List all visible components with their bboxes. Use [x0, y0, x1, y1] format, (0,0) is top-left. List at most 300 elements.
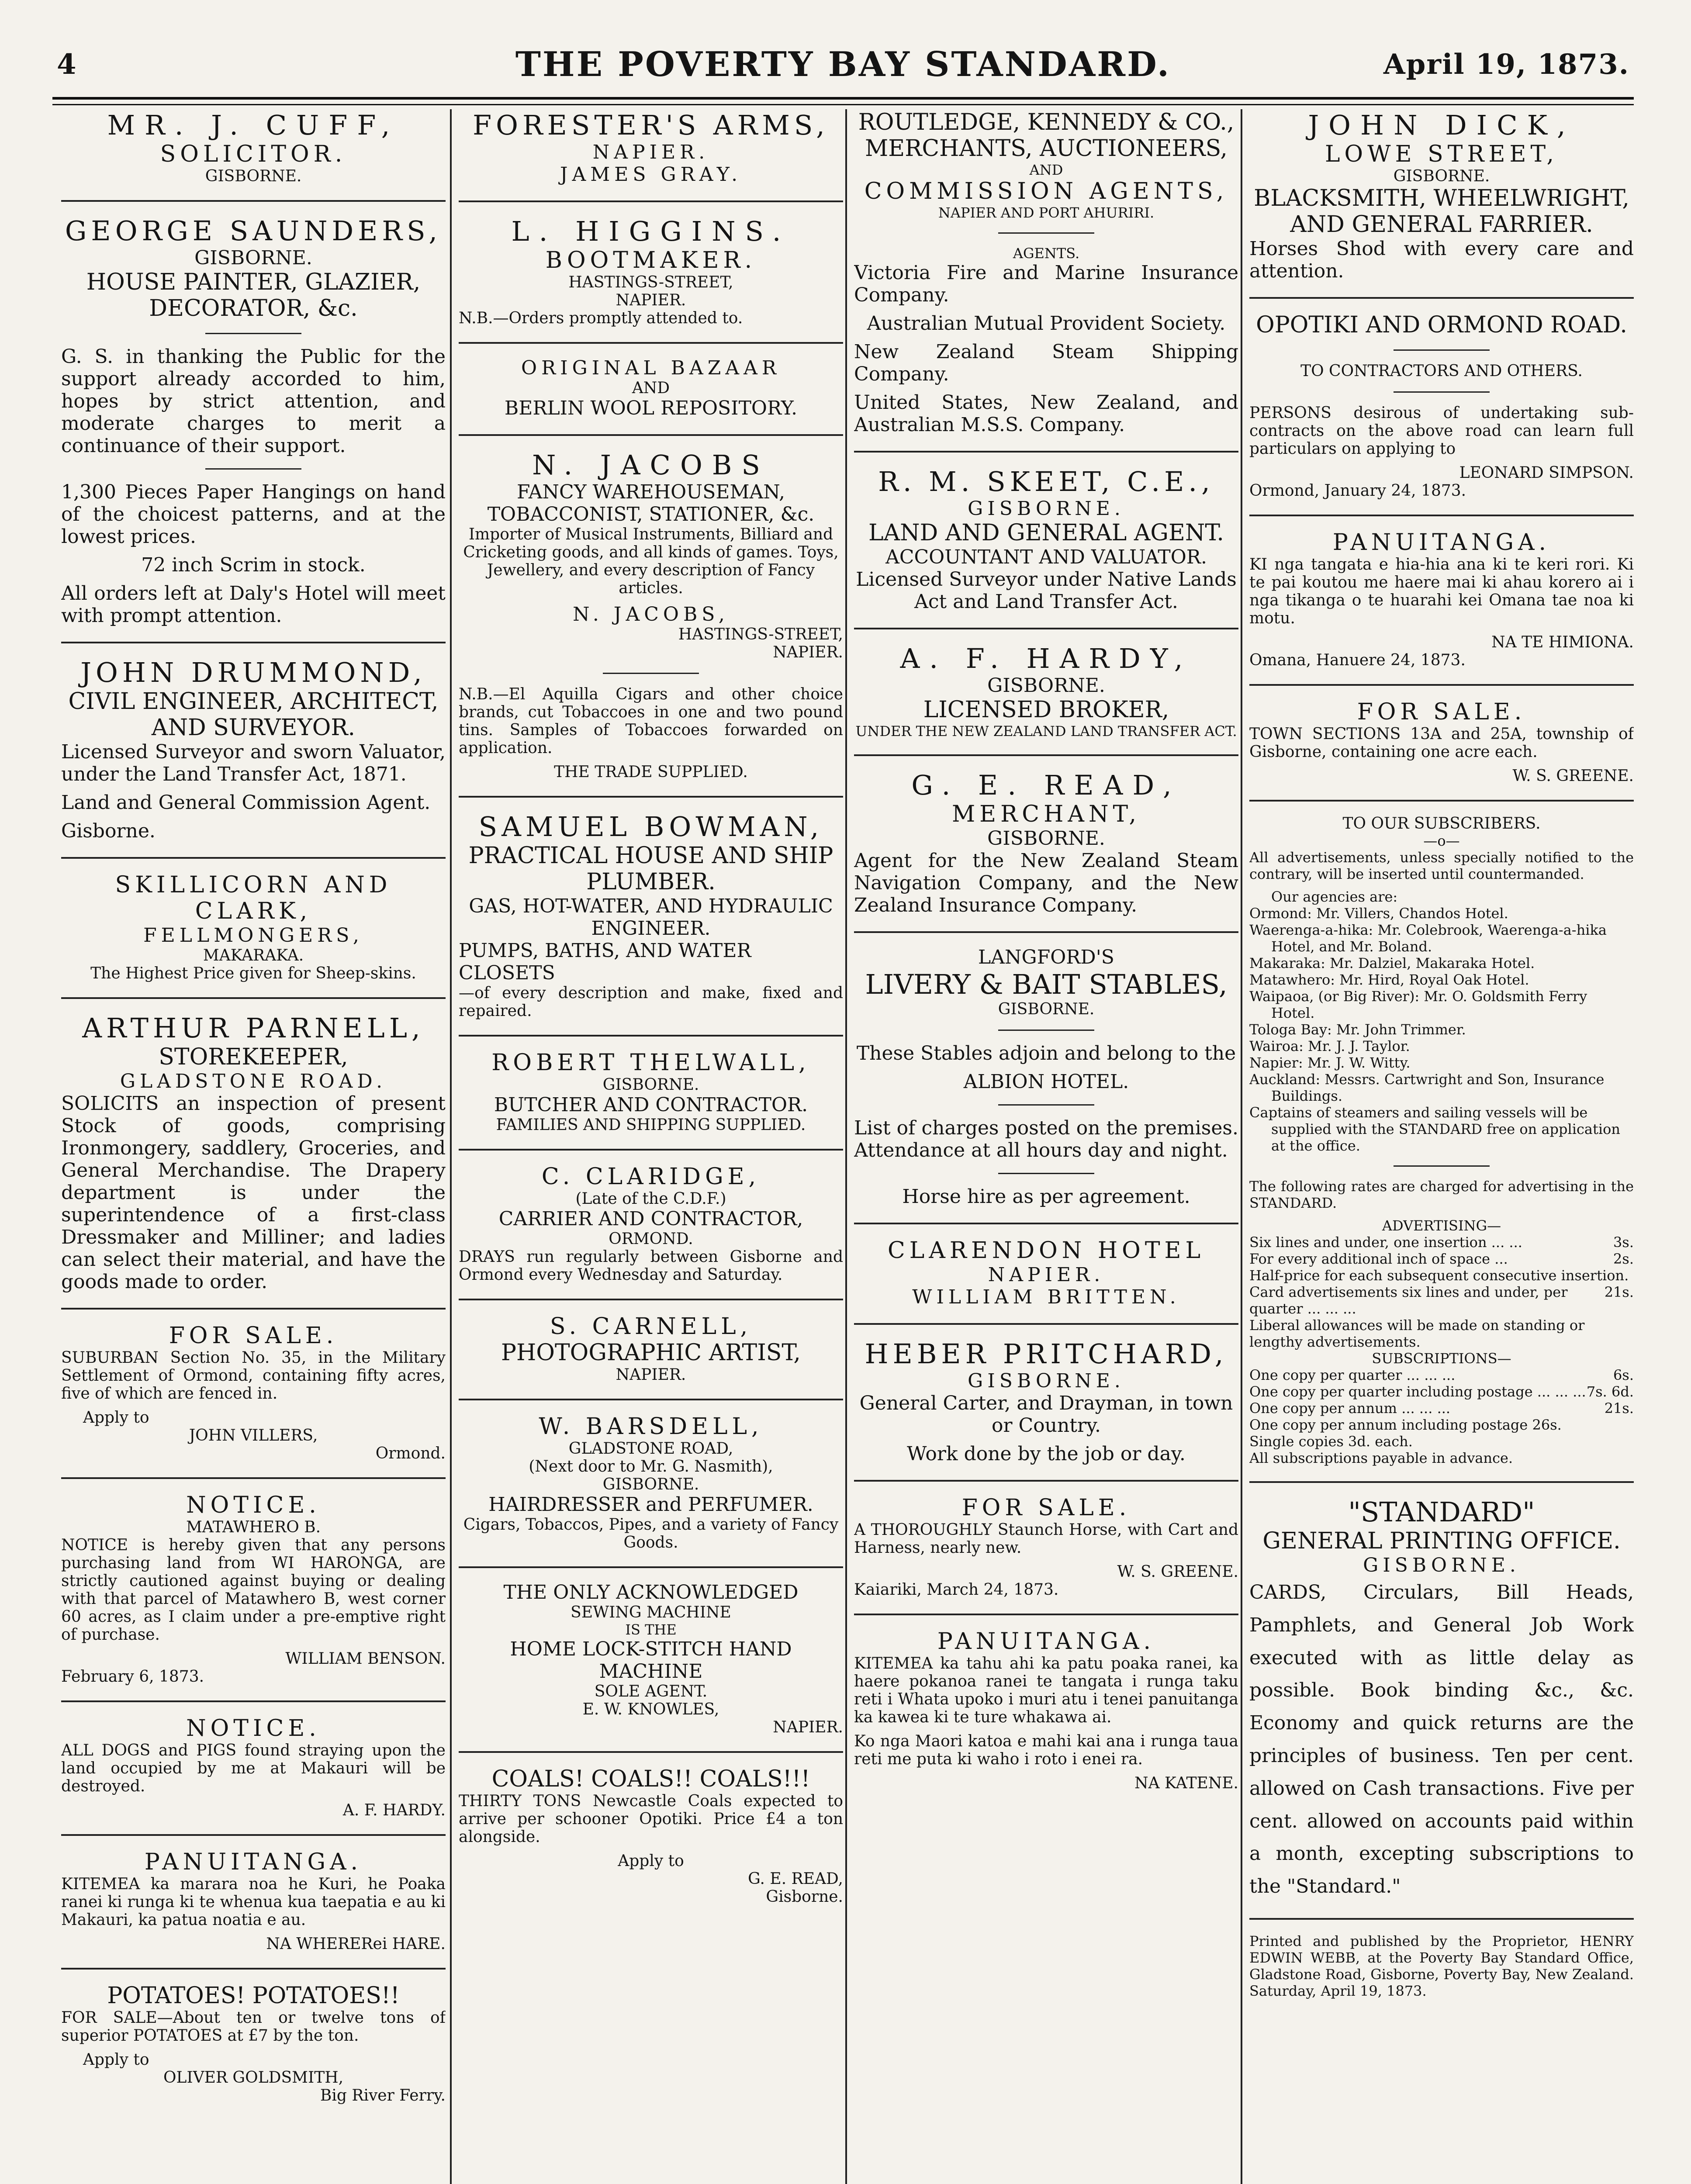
ad-parnell [61, 1012, 446, 1293]
ad-body: Importer of Musical Instruments, Billiard and Cricketing goods, and all kinds of games. Toys, Jewellery, and every description of Fancy articles. [463, 525, 839, 597]
ad-subtitle: PHOTOGRAPHIC ARTIST, [501, 1340, 801, 1366]
ad-body: TOWN SECTIONS 13A and 25A, township of Gisborne, containing one acre each. [1249, 725, 1634, 761]
agency-item: Captains of steamers and sailing vessels will be supplied with the STANDARD free on application at the office. [1249, 1104, 1620, 1154]
ad-place: GISBORNE. [194, 247, 312, 269]
ad-subtitle: BUTCHER AND CONTRACTOR. [494, 1094, 808, 1116]
divider [459, 1751, 843, 1753]
subscribers-notice [1249, 815, 1634, 1466]
rate-value: 2s. [1613, 1251, 1634, 1267]
ad-signature: N. JACOBS, [573, 603, 729, 625]
divider [459, 796, 843, 798]
ad-clarendon [854, 1237, 1238, 1308]
divider [459, 1566, 843, 1568]
ad-title: BERLIN WOOL REPOSITORY. [504, 397, 798, 419]
divider [1394, 349, 1490, 351]
ad-body: FAMILIES AND SHIPPING SUPPLIED. [496, 1116, 806, 1134]
ad-title: AND [632, 379, 670, 397]
ad-place: GISBORNE. [968, 498, 1125, 520]
agency-item: Waerenga-a-hika: Mr. Colebrook, Waerenga-a-hika Hotel, and Mr. Boland. [1249, 922, 1607, 955]
divider [854, 1323, 1238, 1325]
ad-body: Cigars, Tobaccos, Pipes, and a variety of Fancy Goods. [463, 1516, 839, 1552]
rate-row [1249, 1234, 1634, 1251]
ad-place: NAPIER. [988, 1264, 1105, 1286]
ad-place: GISBORNE. [602, 1076, 699, 1094]
ad-body: KI nga tangata e hia-hia ana ki te keri rori. Ki te pai koutou me haere mai ki ahau korero ai i nga tikanga o te huarahi kei Omana tae noa ki motu. [1249, 556, 1634, 627]
rate-label: One copy per annum ... ... ... [1249, 1400, 1451, 1417]
ad-body: The Highest Price given for Sheep-skins. [90, 964, 416, 982]
ad-signature: NA WHERERei HARE. [266, 1935, 446, 1953]
ad-subtitle: FANCY WAREHOUSEMAN, [516, 481, 785, 503]
divider [61, 1477, 446, 1479]
agency-item: Auckland: Messrs. Cartwright and Son, Insurance Buildings. [1249, 1071, 1605, 1104]
ad-body: Horses Shod with every care and attention. [1249, 238, 1634, 282]
rate-value: 7s. 6d. [1586, 1383, 1634, 1400]
ad-title: "STANDARD" [1348, 1496, 1535, 1528]
ad-subtitle: FELLMONGERS, [143, 924, 363, 947]
ad-subtitle: BOOTMAKER. [545, 247, 757, 273]
ad-body: A THOROUGHLY Staunch Horse, with Cart and Harness, nearly new. [854, 1521, 1238, 1557]
divider [1394, 1165, 1490, 1167]
rate-label: Card advertisements six lines and under, per quarter ... ... ... [1249, 1284, 1568, 1317]
ad-bowman [459, 811, 843, 1020]
ad-for-sale-greene [854, 1495, 1238, 1599]
ad-body: All advertisements, unless specially notified to the contrary, will be inserted until countermanded. [1249, 849, 1634, 882]
ad-date: Kaiariki, March 24, 1873. [854, 1581, 1059, 1599]
ad-place: GISBORNE. [987, 827, 1105, 850]
column-2 [459, 109, 843, 2184]
subscription-row: All subscriptions payable in advance. [1249, 1450, 1513, 1466]
ad-title: A. F. HARDY, [900, 643, 1193, 674]
agency-item: Wairoa: Mr. J. J. Taylor. [1249, 1038, 1410, 1054]
ad-title: S. CARNELL, [550, 1313, 752, 1340]
ad-signature: OLIVER GOLDSMITH, [163, 2069, 344, 2087]
ad-place: GISBORNE. [1363, 1554, 1520, 1576]
ad-title: L. HIGGINS. [511, 215, 791, 247]
ad-date: Ormond, January 24, 1873. [1249, 482, 1466, 500]
ad-body: Licensed Surveyor under Native Lands Act and Land Transfer Act. [856, 568, 1237, 613]
ad-claridge [459, 1164, 843, 1284]
ad-title: NOTICE. [186, 1492, 321, 1518]
divider [854, 1614, 1238, 1615]
ad-signature: W. S. GREENE. [1117, 1563, 1238, 1581]
ad-title: HOME LOCK-STITCH HAND MACHINE [510, 1638, 792, 1683]
ad-routledge [854, 109, 1238, 436]
ad-signature: NA KATENE. [1134, 1774, 1238, 1792]
subscriptions-heading: SUBSCRIPTIONS— [1372, 1350, 1511, 1367]
ad-date: February 6, 1873. [61, 1668, 204, 1686]
ad-signature: E. W. KNOWLES, [582, 1700, 719, 1718]
ad-panuitanga-hare [61, 1849, 446, 1953]
ad-for-sale-sections [1249, 699, 1634, 785]
ad-body: DRAYS run regularly between Gisborne and Ormond every Wednesday and Saturday. [459, 1248, 843, 1284]
ad-subtitle: LOWE STREET, [1324, 141, 1559, 167]
divider [998, 232, 1094, 234]
divider [854, 451, 1238, 453]
divider [459, 1399, 843, 1400]
ad-panuitanga-himiona [1249, 529, 1634, 669]
ad-subtitle: TO CONTRACTORS AND OTHERS. [1300, 362, 1583, 380]
ad-subtitle: (Late of the C.D.F.) [575, 1190, 726, 1208]
masthead [52, 39, 1634, 92]
ad-title: SAMUEL BOWMAN, [478, 811, 823, 843]
ad-body: These Stables adjoin and belong to the [856, 1042, 1236, 1064]
ad-subtitle: CIVIL ENGINEER, ARCHITECT, [68, 688, 439, 715]
ad-body: —of every description and make, fixed and repaired. [459, 984, 843, 1020]
ad-subtitle: AND GENERAL FARRIER. [1290, 211, 1593, 238]
ad-subtitle: SOLE AGENT. [594, 1683, 708, 1700]
ad-carnell [459, 1313, 843, 1384]
ad-subtitle: AND [1029, 162, 1063, 178]
ad-place: (Next door to Mr. G. Nasmith), [529, 1458, 773, 1476]
ad-signature: W. S. GREENE. [1512, 767, 1634, 785]
subscription-row [1249, 1400, 1634, 1417]
divider [459, 200, 843, 202]
ad-body: THIRTY TONS Newcastle Coals expected to arrive per schooner Opotiki. Price £4 a ton alongside. [459, 1792, 843, 1846]
divider [459, 434, 843, 436]
ad-signature: G. E. READ, [748, 1870, 843, 1888]
divider [1249, 515, 1634, 516]
ad-place: HASTINGS-STREET, [678, 625, 843, 643]
ad-body: New Zealand Steam Shipping Company. [854, 341, 1238, 385]
ad-place: NAPIER. [773, 1718, 843, 1736]
ad-title: NOTICE. [186, 1715, 321, 1742]
agency-item: Ormond: Mr. Villers, Chandos Hotel. [1249, 905, 1508, 922]
agencies-heading: Our agencies are: [1271, 888, 1398, 905]
divider [61, 997, 446, 999]
ad-title: COALS! COALS!! COALS!!! [491, 1766, 810, 1792]
ad-title: FOR SALE. [1357, 699, 1526, 725]
ad-subtitle: JAMES GRAY. [560, 163, 742, 186]
divider [1249, 1481, 1634, 1483]
subscription-row: One copy per annum including postage 26s. [1249, 1417, 1562, 1433]
ad-barsdell [459, 1413, 843, 1552]
ad-skillicorn [61, 872, 446, 982]
ad-place: ORMOND. [609, 1230, 693, 1248]
ad-subtitle: PRACTICAL HOUSE AND SHIP PLUMBER. [468, 843, 833, 895]
ad-body: SOLICITS an inspection of present Stock of goods, comprising Ironmongery, saddlery, Groceries, and General Merchandise. The Drapery department is under the superintendence of a first-class Dressmaker and Milliner; and ladies can select their material, and have the goods made to order. [61, 1092, 446, 1293]
ad-title: THE ONLY ACKNOWLEDGED [503, 1581, 799, 1603]
rate-value: 3s. [1613, 1234, 1634, 1251]
rate-label: For every additional inch of space ... [1249, 1251, 1508, 1267]
ad-body: Ko nga Maori katoa e mahi kai ana i runga taua reti me puta ki waho i roto i enei ra. [854, 1732, 1238, 1768]
divider [205, 333, 301, 334]
ad-title: JOHN DRUMMOND, [80, 657, 426, 688]
divider [603, 673, 699, 674]
ad-saunders [61, 215, 446, 627]
ad-title: FORESTER'S ARMS, [473, 109, 829, 141]
ad-body: The following rates are charged for advertising in the STANDARD. [1249, 1178, 1634, 1211]
ad-place: HASTINGS-STREET, [568, 273, 733, 291]
masthead-rule [52, 97, 1634, 105]
ad-body: KITEMEA ka tahu ahi ka patu poaka ranei, ka haere pokanoa ranei te tangata i runga taku reti i Whata upoko i muri atu i tenei panuitanga ka kawea ki te ture whakawa ai. [854, 1655, 1238, 1726]
ad-body: Agent for the New Zealand Steam Navigation Company, and the New Zealand Insurance Company. [854, 850, 1238, 916]
ad-notice-hardy [61, 1715, 446, 1819]
ad-body: SUBURBAN Section No. 35, in the Military Settlement of Ormond, containing fifty acres, five of which are fenced in. [61, 1349, 446, 1403]
ad-body: 1,300 Pieces Paper Hangings on hand of the choicest patterns, and at the lowest prices. [61, 481, 446, 548]
issue-date: April 19, 1873. [1383, 48, 1629, 81]
divider [998, 1104, 1094, 1106]
rate-value: 21s. [1604, 1400, 1634, 1417]
ad-body: General Carter, and Drayman, in town or Country. [859, 1392, 1233, 1437]
divider [459, 342, 843, 344]
ad-subtitle: ACCOUNTANT AND VALUATOR. [885, 546, 1207, 568]
ad-signature: WILLIAM BENSON. [285, 1650, 446, 1668]
ad-place: GISBORNE. [987, 674, 1105, 697]
ad-title: ROUTLEDGE, KENNEDY & CO., [858, 109, 1235, 135]
ad-subtitle: LICENSED BROKER, [923, 697, 1169, 723]
divider [205, 468, 301, 470]
ad-subtitle: HAIRDRESSER and PERFUMER. [488, 1493, 813, 1516]
ad-title: PANUITANGA. [144, 1849, 363, 1875]
rate-row: Half-price for each subsequent consecutive insertion. [1249, 1267, 1629, 1284]
ad-jacobs [459, 449, 843, 781]
agency-item: Waipaoa, (or Big River): Mr. O. Goldsmith Ferry Hotel. [1249, 988, 1587, 1021]
ad-place: GISBORNE. [998, 1000, 1095, 1018]
divider [61, 642, 446, 643]
ad-title: PANUITANGA. [937, 1628, 1155, 1655]
ad-title: TO OUR SUBSCRIBERS. [1342, 815, 1541, 833]
ornament: —o— [1423, 833, 1460, 849]
column-rule [1241, 109, 1242, 2184]
ad-body: N.B.—El Aquilla Cigars and other choice brands, cut Tobaccoes in one and two pound tins. Samples of Tobaccoes forwarded on application. [459, 685, 843, 757]
divider [61, 1968, 446, 1970]
ad-body: Licensed Surveyor and sworn Valuator, under the Land Transfer Act, 1871. [61, 741, 446, 785]
ad-subtitle: AND SURVEYOR. [151, 715, 356, 741]
divider [1249, 684, 1634, 686]
ad-title: FOR SALE. [961, 1495, 1131, 1521]
ad-subtitle: UNDER THE NEW ZEALAND LAND TRANSFER ACT. [855, 723, 1237, 740]
divider [1394, 391, 1490, 393]
agency-item: Napier: Mr. J. W. Witty. [1249, 1054, 1411, 1071]
ad-title: IS THE [625, 1621, 677, 1638]
ad-body: Land and General Commission Agent. [61, 791, 431, 814]
ad-body: All orders left at Daly's Hotel will meet with prompt attention. [61, 582, 446, 627]
divider [61, 1308, 446, 1310]
divider [459, 1149, 843, 1151]
ad-title: C. CLARIDGE, [541, 1164, 761, 1190]
ad-place: Gisborne. [766, 1888, 843, 1906]
ad-body: Victoria Fire and Marine Insurance Company. [854, 262, 1238, 306]
ad-place: NAPIER. [616, 1366, 686, 1384]
divider [1249, 1918, 1634, 1920]
ad-title: R. M. SKEET, C.E., [878, 466, 1214, 498]
divider [998, 1030, 1094, 1031]
ad-dick [1249, 109, 1634, 282]
ad-subtitle: STOREKEEPER, [159, 1044, 348, 1070]
rate-label: One copy per quarter ... ... ... [1249, 1367, 1456, 1383]
ad-title: LANGFORD'S [978, 946, 1114, 968]
ad-langford [854, 946, 1238, 1208]
ad-body: CARDS, Circulars, Bill Heads, Pamphlets, and General Job Work executed with as little delay as possible. Book binding &c., &c. Economy and quick returns are the principles of business. Ten per cent. allowed on Cash transactions. Five per cent. allowed on accounts paid within a month, excepting subscriptions to the "Standard." [1249, 1581, 1634, 1898]
ad-subtitle: BLACKSMITH, WHEELWRIGHT, [1254, 185, 1629, 211]
ad-place: GISBORNE. [602, 1476, 699, 1493]
ad-drummond [61, 657, 446, 842]
rate-value: 6s. [1613, 1367, 1634, 1383]
ad-body: 72 inch Scrim in stock. [141, 554, 366, 576]
column-3 [854, 109, 1238, 2184]
divider [854, 1480, 1238, 1482]
ad-subtitle: DECORATOR, &c. [149, 295, 358, 321]
ad-title: ORIGINAL BAZAAR [521, 357, 781, 379]
ad-place: GLADSTONE ROAD, [568, 1440, 733, 1458]
ad-title: ARTHUR PARNELL, [82, 1012, 425, 1044]
divider [1249, 297, 1634, 299]
ad-subtitle: WILLIAM BRITTEN. [912, 1286, 1180, 1308]
ad-subtitle: HOUSE PAINTER, GLAZIER, [86, 269, 421, 295]
ad-for-sale-villers [61, 1323, 446, 1462]
divider [61, 1834, 446, 1836]
ad-printing-office [1249, 1496, 1634, 1903]
ad-potatoes [61, 1983, 446, 2105]
ad-title: CLARENDON HOTEL [888, 1237, 1205, 1264]
ad-subtitle: MATAWHERO B. [186, 1518, 321, 1536]
ad-body: Gisborne. [61, 820, 156, 842]
rate-value: 21s. [1604, 1284, 1634, 1300]
ad-place: GLADSTONE ROAD. [120, 1070, 387, 1092]
ad-title: OPOTIKI AND ORMOND ROAD. [1256, 312, 1627, 338]
ad-thelwall [459, 1050, 843, 1134]
ad-signature: A. F. HARDY. [342, 1801, 446, 1819]
ad-body: THE TRADE SUPPLIED. [554, 763, 748, 781]
ad-subtitle: LAND AND GENERAL AGENT. [868, 520, 1224, 546]
ad-body: Horse hire as per agreement. [902, 1185, 1190, 1208]
rate-row [1249, 1284, 1634, 1317]
ad-place: GISBORNE. [968, 1370, 1125, 1392]
ad-signature: LEONARD SIMPSON. [1459, 464, 1634, 482]
ad-place: MAKARAKA. [203, 947, 304, 964]
ad-title: ROBERT THELWALL, [491, 1050, 810, 1076]
rate-row [1249, 1251, 1634, 1267]
ad-panuitanga-katene [854, 1628, 1238, 1792]
ad-title: SEWING MACHINE [571, 1603, 731, 1621]
ad-body: KITEMEA ka marara noa he Kuri, he Poaka ranei ki runga ki te whenua kua taepatia e au ki Makauri, ka patua noatia e au. [61, 1875, 446, 1929]
imprint: Printed and published by the Proprietor, HENRY EDWIN WEBB, at the Poverty Bay Standard Office, Gladstone Road, Gisborne, Poverty Bay, New Zealand. Saturday, April 19, 1873. [1249, 1932, 1634, 1999]
ad-subtitle: CARRIER AND CONTRACTOR, [498, 1208, 803, 1230]
agency-item: Makaraka: Mr. Dalziel, Makaraka Hotel. [1249, 955, 1535, 971]
ad-body: Apply to [83, 1409, 149, 1427]
ad-sewing-machine [459, 1581, 843, 1736]
ad-body: PERSONS desirous of undertaking sub-contracts on the above road can learn full particulars on applying to [1249, 404, 1634, 458]
ad-place: NAPIER AND PORT AHURIRI. [938, 204, 1155, 221]
ad-coals [459, 1766, 843, 1906]
ad-foresters-arms [459, 109, 843, 186]
column-1 [61, 109, 446, 2184]
ad-title: LIVERY & BAIT STABLES, [865, 968, 1228, 1000]
divider [61, 857, 446, 859]
divider [998, 1173, 1094, 1174]
rate-label: Six lines and under, one insertion ... ... [1249, 1234, 1522, 1251]
ad-body: Apply to [618, 1852, 684, 1870]
ad-title: FOR SALE. [169, 1323, 338, 1349]
ad-body: N.B.—Orders promptly attended to. [459, 309, 743, 327]
ad-place: GISBORNE. [205, 167, 302, 185]
subscription-row [1249, 1367, 1634, 1383]
page-number: 4 [57, 48, 76, 81]
divider [61, 1700, 446, 1702]
column-rule [450, 109, 452, 2184]
ad-title: HEBER PRITCHARD, [865, 1338, 1228, 1370]
divider [854, 1223, 1238, 1224]
agency-item: Tologa Bay: Mr. John Trimmer. [1249, 1021, 1466, 1038]
newspaper-title: THE POVERTY BAY STANDARD. [515, 45, 1171, 84]
ad-opotiki-road [1249, 312, 1634, 500]
rate-row: Liberal allowances will be made on standing or lengthy advertisements. [1249, 1317, 1585, 1350]
ad-body: Apply to [83, 2051, 149, 2069]
rate-label: One copy per quarter including postage ... ... ... [1249, 1383, 1586, 1400]
ad-place: Big River Ferry. [320, 2087, 446, 2105]
ad-body: NOTICE is hereby given that any persons purchasing land from WI HARONGA, are strictly cautioned against buying or dealing with that parcel of Matawhero B, west corner 60 acres, as I claim under a pre-emptive right of purchase. [61, 1536, 446, 1644]
ad-subtitle: AGENTS. [1013, 245, 1080, 262]
ad-subtitle: MERCHANTS, AUCTIONEERS, [865, 135, 1228, 162]
ad-title: N. JACOBS [532, 449, 770, 481]
column-4 [1249, 109, 1634, 2184]
ad-place: NAPIER. [773, 643, 843, 661]
ad-pritchard [854, 1338, 1238, 1465]
ad-title: POTATOES! POTATOES!! [107, 1983, 400, 2009]
divider [854, 931, 1238, 933]
ad-body: G. S. in thanking the Public for the support already accorded to him, hopes by strict attention, and moderate charges to merit a continuance of their support. [61, 346, 446, 457]
ad-body: Australian Mutual Provident Society. [867, 312, 1226, 335]
ad-body: Work done by the job or day. [907, 1443, 1186, 1465]
ad-title: GEORGE SAUNDERS, [65, 215, 442, 247]
ad-body: PUMPS, BATHS, AND WATER CLOSETS [459, 940, 751, 984]
ad-subtitle: COMMISSION AGENTS, [864, 178, 1228, 204]
ad-body: List of charges posted on the premises. Attendance at all hours day and night. [854, 1117, 1238, 1161]
divider [459, 1035, 843, 1037]
ad-skeet [854, 466, 1238, 613]
divider [61, 200, 446, 202]
ad-subtitle: GENERAL PRINTING OFFICE. [1262, 1528, 1621, 1554]
ad-place: GISBORNE. [1393, 167, 1490, 185]
ad-body: United States, New Zealand, and Australian M.S.S. Company. [854, 391, 1238, 436]
ad-title: SKILLICORN AND CLARK, [115, 872, 392, 924]
ad-body: FOR SALE—About ten or twelve tons of superior POTATOES at £7 by the ton. [61, 2009, 446, 2045]
ad-read [854, 769, 1238, 916]
ad-title: JOHN DICK, [1308, 109, 1575, 141]
ad-date: Omana, Hanuere 24, 1873. [1249, 651, 1466, 669]
ad-signature: NA TE HIMIONA. [1491, 633, 1634, 651]
ad-subtitle: ALBION HOTEL. [963, 1071, 1129, 1093]
ad-title: MR. J. CUFF, [107, 109, 400, 141]
ad-signature: JOHN VILLERS, [189, 1427, 318, 1444]
ad-place: Ormond. [375, 1444, 446, 1462]
ad-subtitle: GAS, HOT-WATER, AND HYDRAULIC ENGINEER. [469, 895, 833, 940]
ad-title: W. BARSDELL, [539, 1413, 763, 1440]
ad-subtitle: MERCHANT, [951, 801, 1141, 827]
ad-title: G. E. READ, [911, 769, 1181, 801]
ad-higgins [459, 215, 843, 327]
divider [459, 1299, 843, 1300]
rates-heading: ADVERTISING— [1382, 1217, 1501, 1234]
ad-place: NAPIER. [592, 141, 709, 163]
ad-title: PANUITANGA. [1332, 529, 1551, 556]
ad-hardy [854, 643, 1238, 740]
subscription-row: Single copies 3d. each. [1249, 1433, 1413, 1450]
ad-subtitle: SOLICITOR. [160, 141, 347, 167]
ad-cuff [61, 109, 446, 185]
subscription-row [1249, 1383, 1634, 1400]
divider [854, 628, 1238, 629]
divider [854, 754, 1238, 756]
agency-item: Matawhero: Mr. Hird, Royal Oak Hotel. [1249, 971, 1529, 988]
column-rule [845, 109, 847, 2184]
ad-notice-benson [61, 1492, 446, 1686]
ad-bazaar [459, 357, 843, 419]
ad-subtitle: TOBACCONIST, STATIONER, &c. [487, 503, 815, 525]
divider [1249, 800, 1634, 802]
ad-place: NAPIER. [616, 291, 686, 309]
ad-body: ALL DOGS and PIGS found straying upon the land occupied by me at Makauri will be destroyed. [61, 1742, 446, 1795]
